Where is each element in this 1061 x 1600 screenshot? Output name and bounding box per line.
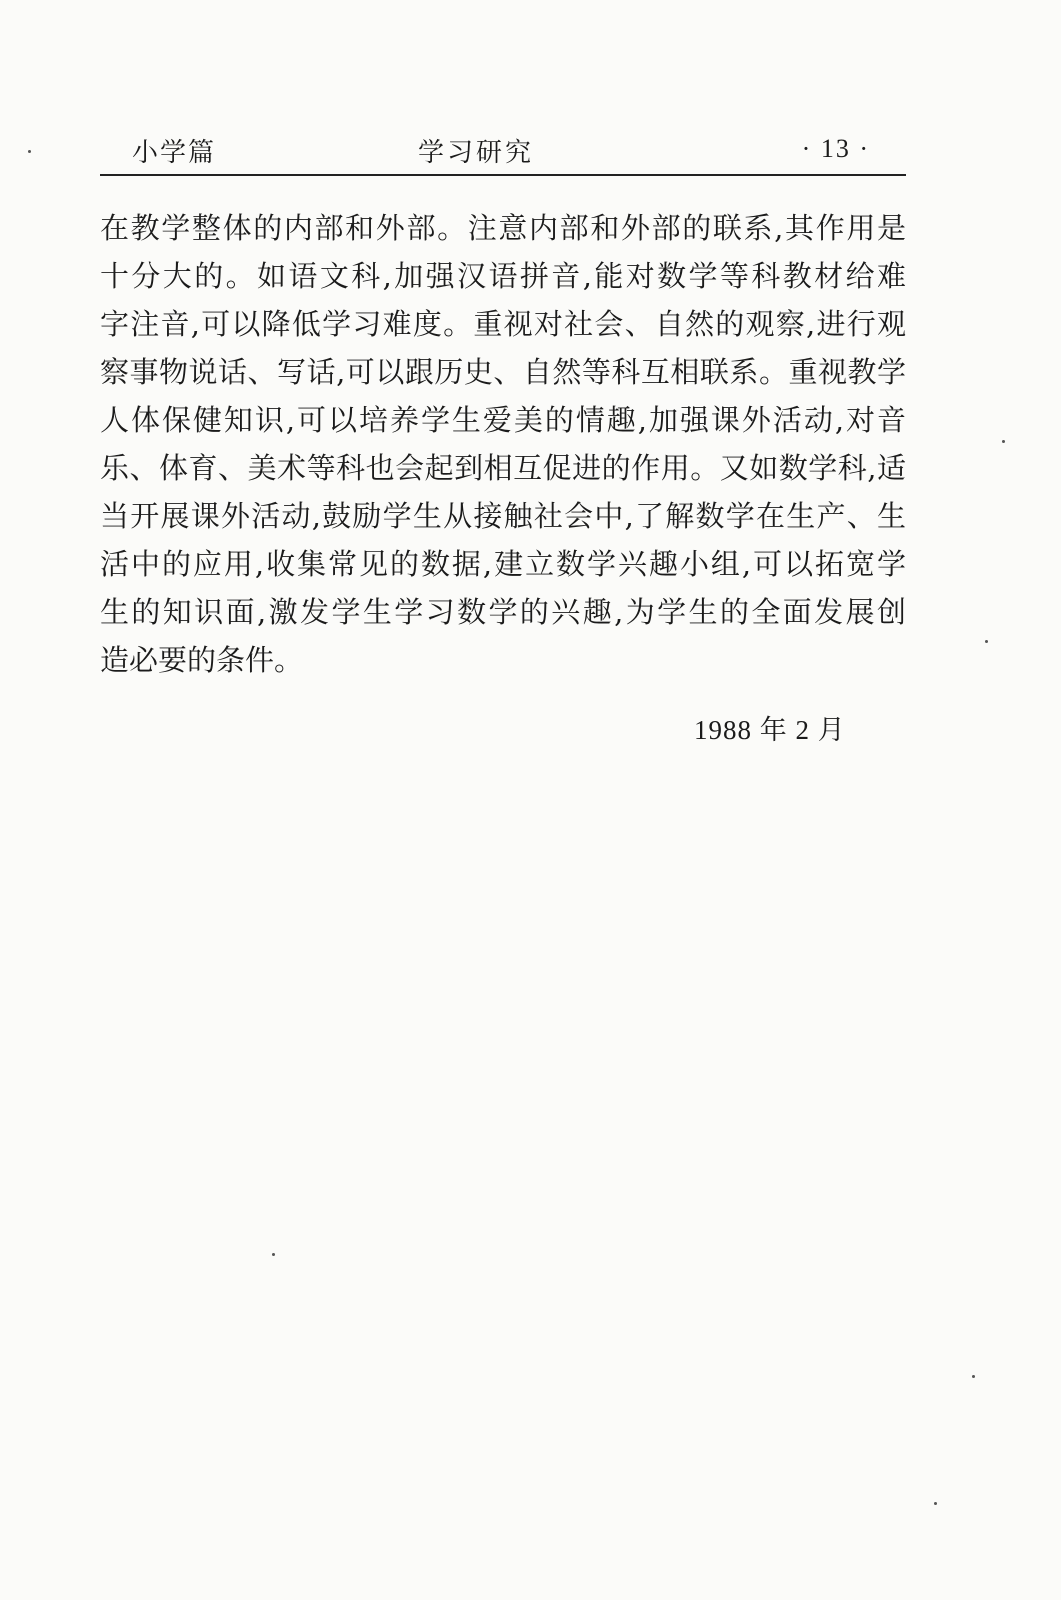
text-line: 字注音,可以降低学习难度。重视对社会、自然的观察,进行观 <box>100 307 906 341</box>
book-title: 学习研究 <box>418 138 535 168</box>
text-line: 十分大的。如语文科,加强汉语拼音,能对数学等科教材给难 <box>100 259 906 293</box>
text-line: 乐、体育、美术等科也会起到相互促进的作用。又如数学科,适 <box>100 451 906 485</box>
scan-speck <box>272 1253 275 1256</box>
text-line: 生的知识面,激发学生学习数学的兴趣,为学生的全面发展创 <box>100 595 906 629</box>
page-number: · 13 · <box>801 134 870 163</box>
text-line: 造必要的条件。 <box>100 643 304 677</box>
text-line: 人体保健知识,可以培养学生爱美的情趣,加强课外活动,对音 <box>100 403 906 437</box>
scan-speck <box>1002 440 1005 443</box>
text-line: 察事物说话、写话,可以跟历史、自然等科互相联系。重视教学 <box>100 355 906 389</box>
scan-speck <box>985 640 988 643</box>
text-line: 在教学整体的内部和外部。注意内部和外部的联系,其作用是 <box>100 211 906 245</box>
date-signature: 1988 年 2 月 <box>694 715 846 745</box>
body-paragraph <box>100 204 906 684</box>
scan-speck <box>972 1375 975 1378</box>
scan-speck <box>28 150 31 153</box>
running-header <box>100 128 906 176</box>
scan-speck <box>934 1502 937 1505</box>
section-title: 小学篇 <box>132 138 217 168</box>
text-line: 活中的应用,收集常见的数据,建立数学兴趣小组,可以拓宽学 <box>100 547 906 581</box>
text-line: 当开展课外活动,鼓励学生从接触社会中,了解数学在生产、生 <box>100 499 906 533</box>
